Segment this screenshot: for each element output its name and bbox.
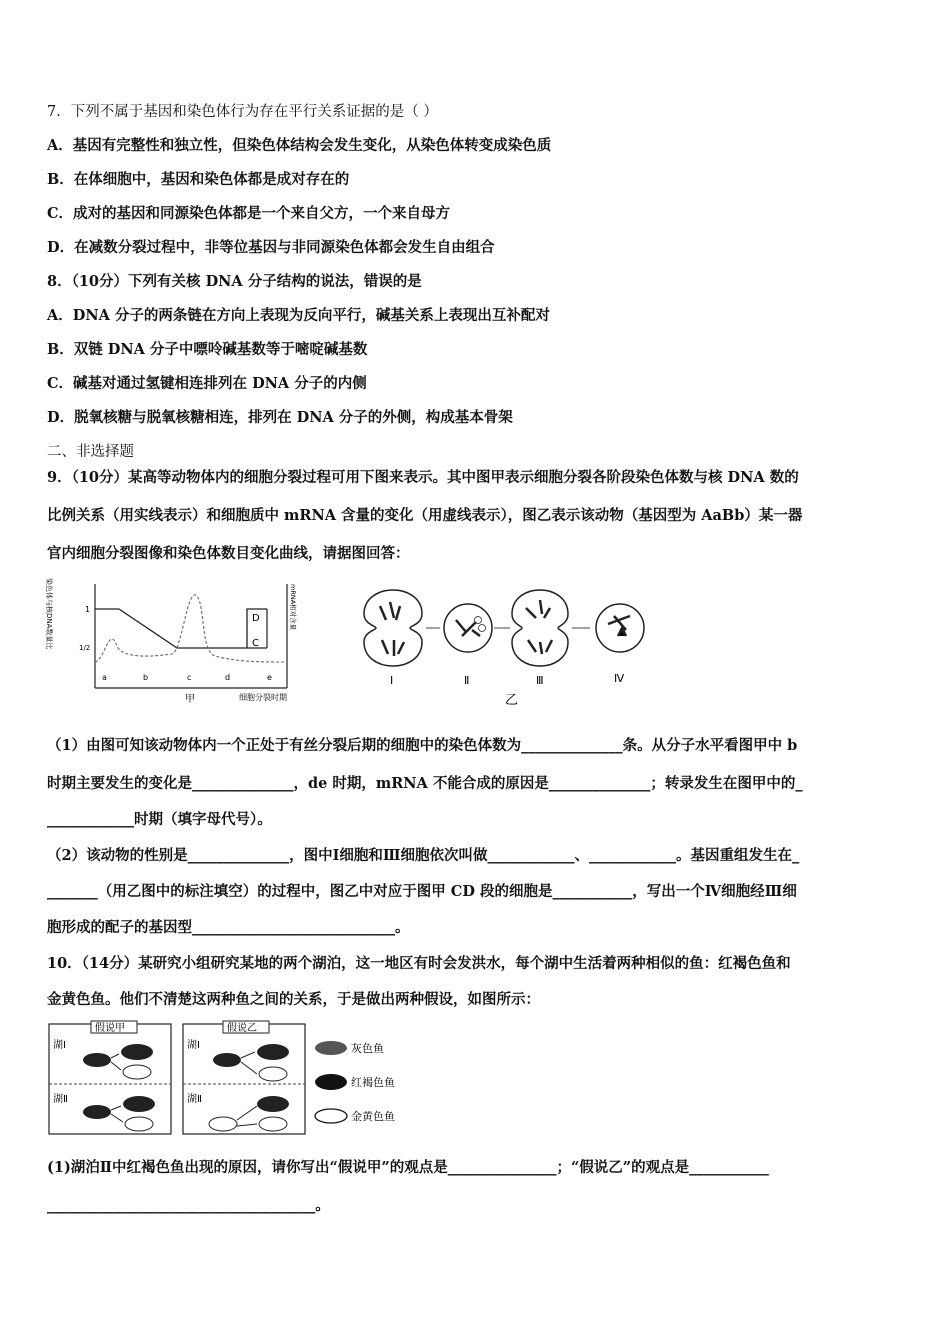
figure-yi xyxy=(360,580,665,708)
q7-option-a: A．基因有完整性和独立性，但染色体结构会发生变化，从染色体转变成染色质 xyxy=(47,137,552,154)
q8-option-a: A．DNA 分子的两条链在方向上表现为反向平行，碱基关系上表现出互补配对 xyxy=(47,307,550,324)
hyp-b-fish-group xyxy=(209,1044,289,1131)
hyp-a-fish-group xyxy=(83,1044,155,1131)
q8-option-c: C．碱基对通过氢键相连排列在 DNA 分子的内侧 xyxy=(47,375,367,392)
q10-stem-line1: 10．（14分）某研究小组研究某地的两个湖泊，这一地区有时会发洪水，每个湖中生活着两种相似的鱼：红褐色鱼和 xyxy=(47,955,791,972)
jia-phase-c: c xyxy=(187,673,192,682)
legend-gray: 灰色鱼 xyxy=(351,1042,384,1055)
q9-part2-line1: （2）该动物的性别是______________，图中Ⅰ细胞和Ⅲ细胞依次叫做____________、____________。基因重组发生在_ xyxy=(47,847,800,864)
jia-phase-a: a xyxy=(102,673,107,682)
q9-part1-line3: ____________时期（填字母代号）。 xyxy=(47,811,272,828)
yi-label-4: Ⅳ xyxy=(614,672,625,685)
q7-stem: 7．下列不属于基因和染色体行为存在平行关系证据的是（ ） xyxy=(47,104,438,120)
legend xyxy=(315,1041,395,1123)
q10-stem-line2: 金黄色鱼。他们不清楚这两种鱼之间的关系，于是做出两种假设，如图所示： xyxy=(47,991,540,1008)
jia-y-tick-1: 1 xyxy=(85,605,91,614)
q9-stem-line1: 9．（10分）某高等动物体内的细胞分裂过程可用下图来表示。其中图甲表示细胞分裂各阶段染色体数与核 DNA 数的 xyxy=(47,469,799,486)
yi-cell-3 xyxy=(512,590,568,666)
jia-ratio-solid-line xyxy=(95,609,267,648)
hypothesis-b-box xyxy=(183,1024,305,1134)
legend-redbrown: 红褐色鱼 xyxy=(351,1076,395,1089)
yi-caption: 乙 xyxy=(505,693,519,708)
q10-part1-line2: _____________________________________。 xyxy=(47,1197,330,1214)
yi-cell-4 xyxy=(596,604,644,652)
hypothesis-a-label: 假说甲 xyxy=(95,1023,125,1034)
hypothesis-b-label: 假说乙 xyxy=(227,1023,257,1034)
jia-mrna-dashed-line xyxy=(95,595,285,662)
jia-right-label: mRNA相对含量 xyxy=(289,584,297,631)
hypothesis-a-box xyxy=(49,1024,171,1134)
yi-cell-1 xyxy=(364,590,422,666)
yi-label-2: Ⅱ xyxy=(464,674,470,687)
jia-y-tick-half: 1/2 xyxy=(79,644,91,652)
q8-stem: 8．（10分）下列有关核 DNA 分子结构的说法，错误的是 xyxy=(47,273,422,290)
jia-phase-e: e xyxy=(267,673,272,682)
hypothesis-a-lake1: 湖Ⅰ xyxy=(53,1040,66,1051)
q7-option-b: B．在体细胞中，基因和染色体都是成对存在的 xyxy=(47,171,350,188)
q9-stem-line2: 比例关系（用实线表示）和细胞质中 mRNA 含量的变化（用虚线表示），图乙表示该动物（基因型为 AaBb）某一器 xyxy=(47,507,803,524)
q9-part1-line1: （1）由图可知该动物体内一个正处于有丝分裂后期的细胞中的染色体数为______________条。从分子水平看图甲中 b xyxy=(47,737,798,754)
q9-part2-line2: _______（用乙图中的标注填空）的过程中，图乙中对应于图甲 CD 段的细胞是___________，写出一个Ⅳ细胞经Ⅲ细 xyxy=(47,883,797,900)
jia-caption: 甲 xyxy=(185,694,195,705)
figure-jia xyxy=(47,576,307,704)
jia-y-label: 染色体与核DNA数量比 xyxy=(45,578,53,650)
q10-part1-line1: (1)湖泊Ⅱ中红褐色鱼出现的原因，请你写出“假说甲”的观点是_______________；“假说乙”的观点是___________ xyxy=(47,1159,769,1176)
jia-point-c: C xyxy=(252,638,259,649)
legend-golden: 金黄色鱼 xyxy=(351,1110,395,1123)
q9-stem-line3: 官内细胞分裂图像和染色体数目变化曲线，请据图回答： xyxy=(47,545,410,562)
section-title: 二、非选择题 xyxy=(47,444,134,460)
jia-x-label: 细胞分裂时期 xyxy=(239,693,287,702)
jia-phase-d: d xyxy=(225,673,231,682)
yi-cell-2 xyxy=(444,604,492,652)
q7-option-c: C．成对的基因和同源染色体都是一个来自父方，一个来自母方 xyxy=(47,205,451,222)
q9-part2-line3: 胞形成的配子的基因型____________________________。 xyxy=(47,919,410,936)
hypothesis-b-lake2: 湖Ⅱ xyxy=(187,1094,202,1105)
legend-redbrown-fish-icon xyxy=(315,1074,347,1090)
yi-label-1: Ⅰ xyxy=(390,674,394,687)
yi-label-3: Ⅲ xyxy=(536,674,544,687)
q7-option-d: D．在减数分裂过程中，非等位基因与非同源染色体都会发生自由组合 xyxy=(47,239,495,256)
legend-gray-fish-icon xyxy=(315,1041,347,1055)
q8-option-d: D．脱氧核糖与脱氧核糖相连，排列在 DNA 分子的外侧，构成基本骨架 xyxy=(47,409,513,426)
q9-part1-line2: 时期主要发生的变化是______________，de 时期，mRNA 不能合成的原因是______________；转录发生在图甲中的_ xyxy=(47,775,803,792)
figure-fish-hypotheses xyxy=(47,1020,417,1138)
hypothesis-a-lake2: 湖Ⅱ xyxy=(53,1094,68,1105)
jia-phase-b: b xyxy=(143,673,149,682)
hypothesis-b-lake1: 湖Ⅰ xyxy=(187,1040,200,1051)
q8-option-b: B．双链 DNA 分子中嘌呤碱基数等于嘧啶碱基数 xyxy=(47,341,368,358)
jia-point-d: D xyxy=(252,613,260,624)
legend-golden-fish-icon xyxy=(315,1109,347,1123)
